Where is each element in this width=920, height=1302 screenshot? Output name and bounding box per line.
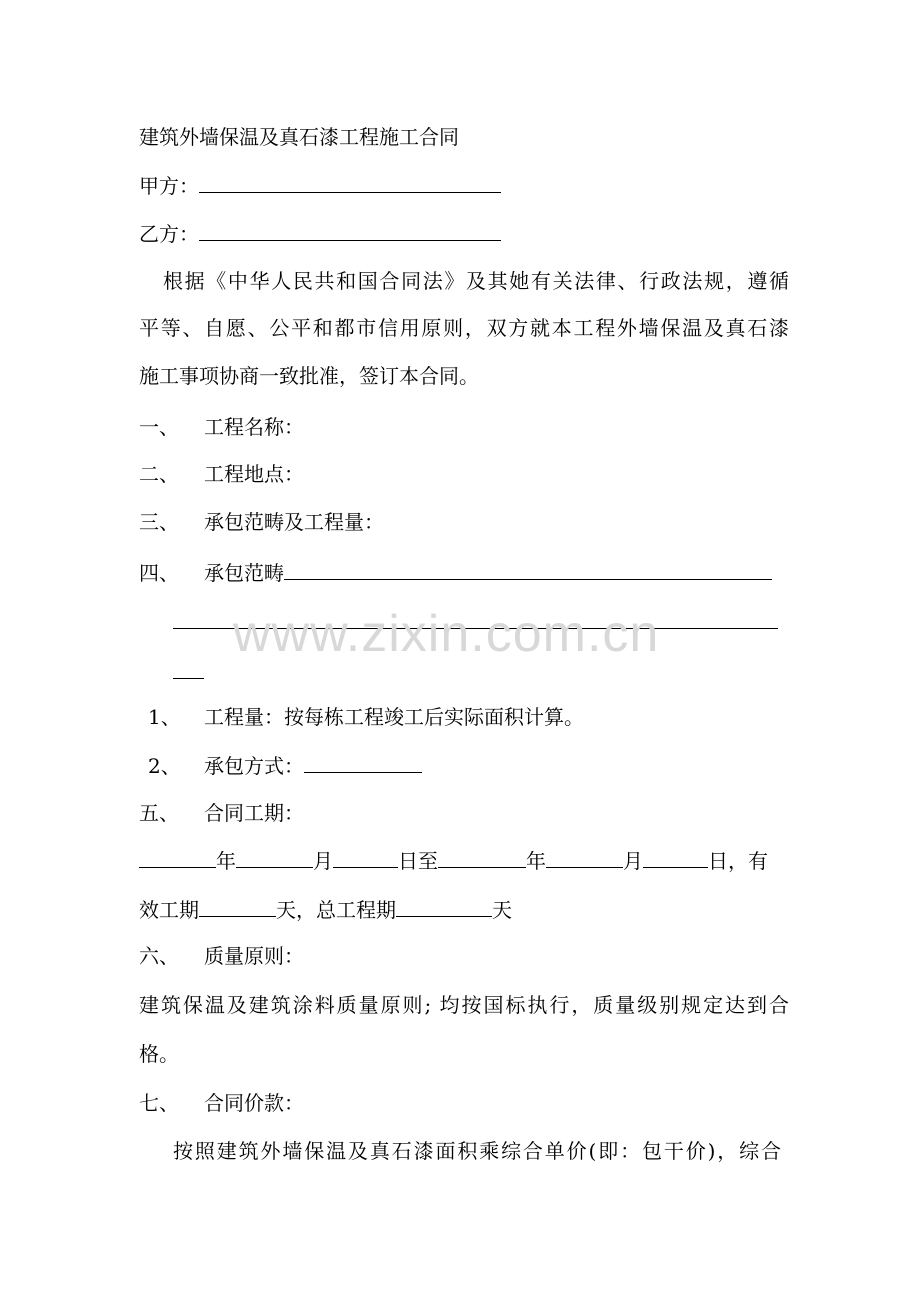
end-day-blank — [643, 847, 708, 868]
section-number: 六、 — [139, 944, 179, 968]
item-1 — [148, 704, 584, 730]
month-label: 月 — [623, 849, 643, 873]
period-line-1 — [139, 847, 768, 874]
year-label: 年 — [526, 849, 546, 873]
intro-line-1: 根据《中华人民共和国合同法》及其她有关法律、行政法规，遵循 — [163, 269, 789, 293]
section-2 — [139, 461, 304, 487]
section-number: 三、 — [139, 510, 179, 534]
start-day-blank — [333, 847, 398, 868]
party-b-blank — [199, 220, 501, 241]
section-heading: 工程名称： — [204, 415, 304, 439]
section-number: 五、 — [139, 801, 179, 825]
section-3 — [139, 509, 384, 535]
contract-title: 建筑外墙保温及真石漆工程施工合同 — [139, 125, 459, 149]
section-heading: 合同价款： — [204, 1091, 304, 1115]
day-label: 日，有 — [708, 849, 768, 873]
section-6 — [139, 943, 304, 969]
effective-days-blank — [199, 896, 276, 917]
section-5 — [139, 800, 304, 826]
quality-line-2: 格。 — [139, 1042, 179, 1066]
item-2 — [148, 752, 422, 779]
item-text: 承包方式： — [204, 754, 304, 778]
party-b-label: 乙方： — [139, 222, 199, 246]
watermark: www.zixin.com.cn — [233, 605, 660, 663]
period-line-2 — [139, 896, 512, 923]
section-number: 四、 — [139, 561, 179, 585]
scope-blank-2 — [173, 628, 778, 629]
day-label: 日至 — [398, 849, 438, 873]
section-heading: 承包范畴 — [204, 561, 284, 585]
section-heading: 质量原则： — [204, 944, 304, 968]
party-b-line — [139, 220, 501, 247]
party-a-label: 甲方： — [139, 174, 199, 198]
item-number: 2、 — [148, 754, 181, 778]
month-label: 月 — [313, 849, 333, 873]
section-heading: 合同工期： — [204, 801, 304, 825]
section-number: 二、 — [139, 462, 179, 486]
section-number: 一、 — [139, 415, 179, 439]
start-month-blank — [236, 847, 313, 868]
effective-period-label: 效工期 — [139, 898, 199, 922]
section-heading: 工程地点： — [204, 462, 304, 486]
days-label: 天 — [492, 898, 512, 922]
scope-blank-3 — [173, 678, 204, 679]
end-month-blank — [546, 847, 623, 868]
section-1 — [139, 414, 304, 440]
item-number: 1、 — [148, 705, 181, 729]
quality-line-1: 建筑保温及建筑涂料质量原则; 均按国标执行，质量级别规定达到合 — [139, 993, 789, 1017]
total-period-label: 天，总工程期 — [276, 898, 396, 922]
section-heading: 承包范畴及工程量： — [204, 510, 384, 534]
start-year-blank — [139, 847, 216, 868]
section-7 — [139, 1090, 304, 1116]
party-a-line — [139, 172, 501, 199]
scope-blank-1 — [284, 559, 772, 580]
price-line-1: 按照建筑外墙保温及真石漆面积乘综合单价(即：包干价)，综合 — [173, 1139, 781, 1163]
section-4 — [139, 559, 772, 586]
contract-method-blank — [304, 752, 422, 773]
end-year-blank — [438, 847, 526, 868]
year-label: 年 — [216, 849, 236, 873]
section-number: 七、 — [139, 1091, 179, 1115]
intro-line-3: 施工事项协商一致批准，签订本合同。 — [139, 364, 479, 388]
item-text: 工程量：按每栋工程竣工后实际面积计算。 — [204, 705, 584, 729]
party-a-blank — [199, 172, 501, 193]
total-days-blank — [396, 896, 492, 917]
intro-line-2: 平等、自愿、公平和都市信用原则，双方就本工程外墙保温及真石漆 — [139, 316, 789, 340]
